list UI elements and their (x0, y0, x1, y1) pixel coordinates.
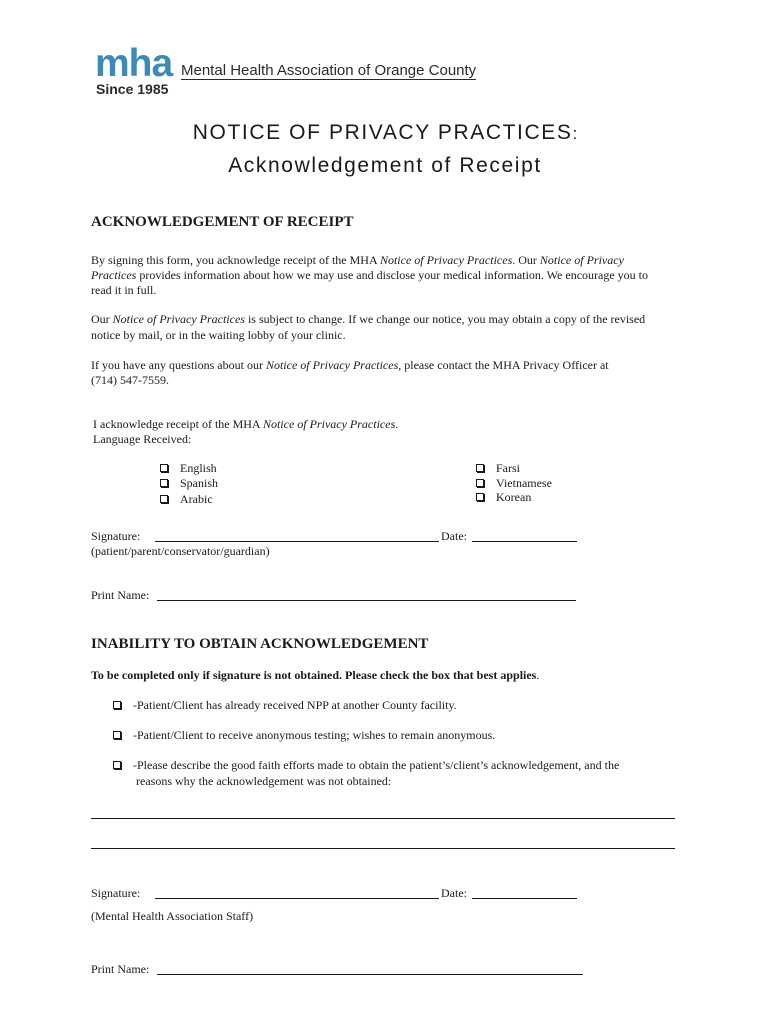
print-name-line[interactable] (157, 600, 576, 601)
checkbox[interactable] (113, 731, 121, 739)
print-name-label: Print Name: (91, 588, 150, 602)
staff-print-name-label: Print Name: (91, 962, 150, 976)
staff-date-label: Date: (441, 886, 467, 900)
signature-line[interactable] (155, 541, 439, 542)
ack-statement: I acknowledge receipt of the MHA Notice of Privacy Practices. (93, 417, 399, 431)
date-label: Date: (441, 529, 467, 543)
title-main: NOTICE OF PRIVACY PRACTICES (192, 121, 573, 144)
logo-mark: mha (95, 42, 173, 85)
checkbox[interactable] (160, 464, 168, 472)
title-colon: : (572, 124, 578, 143)
logo-org-name: Mental Health Association of Orange County (181, 62, 477, 79)
language-label: Language Received: (93, 432, 192, 446)
staff-signature-label: Signature: (91, 886, 141, 900)
checkbox[interactable] (476, 479, 484, 487)
option-describe-line2: reasons why the acknowledgement was not obtained: (136, 774, 392, 788)
checkbox[interactable] (113, 701, 121, 709)
option-received-elsewhere[interactable]: -Patient/Client has already received NPP at another County facility. (113, 698, 457, 713)
page-title (0, 122, 770, 143)
signature-role: (patient/parent/conservator/guardian) (91, 544, 270, 558)
checkbox[interactable] (160, 479, 168, 487)
staff-print-name-line[interactable] (157, 974, 583, 975)
staff-signature-line[interactable] (155, 898, 439, 899)
option-describe[interactable]: -Please describe the good faith efforts made to obtain the patient’s/client’s acknowledgement, and the (113, 758, 619, 773)
para3-line2: (714) 547-7559. (91, 373, 169, 387)
signature-label: Signature: (91, 529, 141, 543)
language-option-farsi[interactable]: Farsi (476, 461, 520, 476)
section2-heading: INABILITY TO OBTAIN ACKNOWLEDGEMENT (91, 636, 429, 652)
logo-since: Since 1985 (96, 81, 169, 97)
section1-heading: ACKNOWLEDGEMENT OF RECEIPT (91, 214, 354, 230)
section2-instruction: To be completed only if signature is not obtained. Please check the box that best applies. (91, 668, 540, 682)
language-option-spanish[interactable]: Spanish (160, 476, 218, 491)
option-anonymous[interactable]: -Patient/Client to receive anonymous testing; wishes to remain anonymous. (113, 728, 495, 743)
checkbox[interactable] (113, 761, 121, 769)
description-line-2[interactable] (91, 848, 675, 849)
language-option-vietnamese[interactable]: Vietnamese (476, 476, 552, 491)
para1-line3: read it in full. (91, 283, 157, 297)
para3-line1: If you have any questions about our Notice of Privacy Practices, please contact the MHA Privacy Officer at (91, 358, 609, 372)
para2-line2: notice by mail, or in the waiting lobby of your clinic. (91, 328, 346, 342)
para2-line1: Our Notice of Privacy Practices is subject to change. If we change our notice, you may obtain a copy of the revised (91, 312, 646, 326)
para1-line2: Practices provides information about how we may use and disclose your medical information. We encourage you to (91, 268, 649, 282)
date-line[interactable] (472, 541, 577, 542)
language-option-arabic[interactable]: Arabic (160, 492, 213, 507)
language-option-korean[interactable]: Korean (476, 490, 531, 505)
page-subtitle: Acknowledgement of Receipt (228, 154, 542, 177)
checkbox[interactable] (476, 464, 484, 472)
description-line-1[interactable] (91, 818, 675, 819)
checkbox[interactable] (160, 495, 168, 503)
para1-line1: By signing this form, you acknowledge receipt of the MHA Notice of Privacy Practices. Our Notice of Privacy (91, 253, 624, 267)
language-option-english[interactable]: English (160, 461, 217, 476)
checkbox[interactable] (476, 493, 484, 501)
staff-date-line[interactable] (472, 898, 577, 899)
staff-role: (Mental Health Association Staff) (91, 909, 254, 923)
